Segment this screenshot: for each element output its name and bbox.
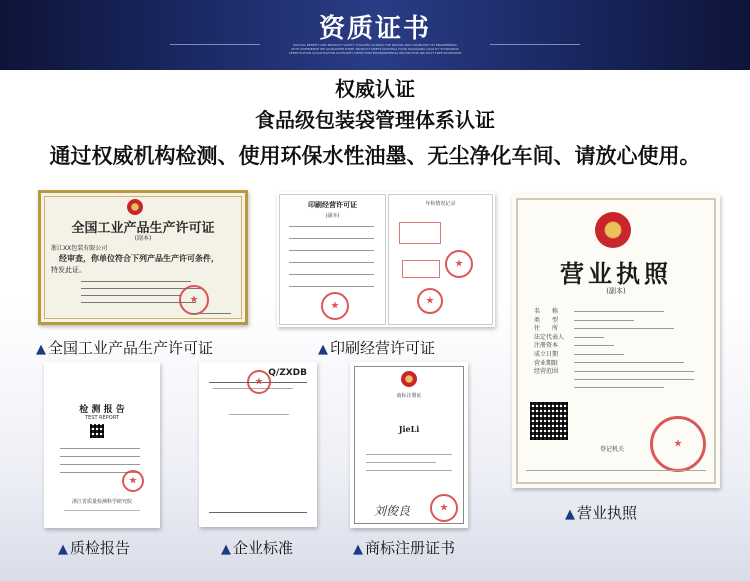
triangle-up-icon: ▲ bbox=[36, 342, 46, 357]
trademark-certificate-caption-text: 商标注册证书 bbox=[365, 539, 456, 557]
field-label: 住 所 bbox=[534, 325, 559, 333]
title-banner bbox=[0, 0, 750, 70]
red-seal-icon bbox=[430, 494, 458, 522]
printing-license-caption-text: 印刷经营许可证 bbox=[330, 339, 436, 357]
business-license-fields bbox=[534, 308, 564, 377]
inspection-report-sub: TEST REPORT bbox=[85, 415, 119, 421]
field-label: 类 型 bbox=[534, 316, 559, 324]
industrial-license-body: 经审查，你单位符合下列产品生产许可条件， bbox=[59, 254, 219, 263]
banner-subtext bbox=[0, 43, 750, 55]
trademark-mark: JieLi bbox=[398, 424, 420, 434]
enterprise-standard-caption bbox=[221, 537, 293, 558]
triangle-up-icon: ▲ bbox=[318, 342, 328, 357]
banner-subtext-line: WITH EXPERIENCE WE GUARANTEE EVERY PRODUCT MEETS NATIONAL FOOD PACKAGING QUALITY STANDARDS bbox=[291, 47, 459, 51]
industrial-license-issue: 特发此证。 bbox=[51, 266, 86, 274]
red-seal-icon bbox=[247, 370, 271, 394]
business-license-image bbox=[512, 194, 720, 488]
qr-code-icon bbox=[90, 424, 104, 438]
business-license-sub: (副本) bbox=[606, 287, 626, 295]
heading-authority: 权威认证 bbox=[335, 77, 415, 101]
industrial-license-company: 浙江XX包装有限公司 bbox=[51, 245, 108, 252]
inspection-report-caption bbox=[58, 537, 130, 558]
heading-description: 通过权威机构检测、使用环保水性油墨、无尘净化车间、请放心使用。 bbox=[49, 144, 701, 168]
trademark-certificate-title: 商标注册证 bbox=[396, 393, 422, 399]
inspection-report-title: 检 测 报 告 bbox=[79, 405, 125, 415]
industrial-license-sub: (副本) bbox=[134, 235, 152, 242]
red-seal-icon bbox=[179, 285, 209, 315]
printing-license-sub: (副本) bbox=[325, 213, 340, 219]
field-label: 成立日期 bbox=[534, 350, 559, 358]
red-seal-icon bbox=[122, 470, 144, 492]
printing-license-image bbox=[277, 192, 495, 327]
field-label: 注册资本 bbox=[534, 342, 559, 350]
national-emblem-icon bbox=[127, 199, 143, 215]
inspection-report-org: 浙江省质量检测科学研究院 bbox=[71, 499, 132, 505]
national-emblem-icon bbox=[401, 371, 417, 387]
enterprise-standard-image bbox=[199, 362, 317, 527]
business-license-title: 营业执照 bbox=[560, 260, 672, 288]
triangle-up-icon: ▲ bbox=[353, 542, 363, 557]
inspection-report-image bbox=[44, 362, 160, 528]
industrial-license-title: 全国工业产品生产许可证 bbox=[71, 221, 215, 236]
triangle-up-icon: ▲ bbox=[565, 507, 575, 522]
printing-license-right-title: 年检情况记录 bbox=[425, 201, 456, 207]
field-label: 名 称 bbox=[534, 308, 559, 315]
business-license-footer: 登记机关 bbox=[600, 446, 625, 453]
field-label: 法定代表人 bbox=[534, 333, 565, 341]
banner-title: 资质证书 bbox=[318, 14, 431, 44]
red-seal-icon bbox=[321, 292, 349, 320]
printing-license-title: 印刷经营许可证 bbox=[308, 201, 357, 209]
field-label: 经营范围 bbox=[534, 368, 559, 376]
banner-subtext-line: MUTUAL BENEFIT AND PRODUCT SAFETY TOUCHED ACROSS THE NATION AND COMMUNITY BY ENGINEERING bbox=[293, 43, 457, 47]
industrial-license-image bbox=[38, 190, 248, 325]
red-seal-icon bbox=[650, 416, 706, 472]
enterprise-standard-code: Q/ZXDB bbox=[268, 368, 307, 378]
red-seal-icon bbox=[445, 250, 473, 278]
qr-code-icon bbox=[530, 402, 568, 440]
red-seal-icon bbox=[417, 288, 443, 314]
trademark-signature: 刘俊良 bbox=[374, 504, 411, 518]
enterprise-standard-caption-text: 企业标准 bbox=[233, 539, 294, 557]
national-emblem-icon bbox=[595, 212, 631, 248]
banner-subtext-line: CERTIFICATION QUALIFICATION AUTHORITY DETECTION ENVIRONMENTAL PROTECTION INK DUST FREE WORKSHOP bbox=[288, 51, 462, 55]
inspection-report-caption-text: 质检报告 bbox=[70, 539, 131, 557]
industrial-license-caption bbox=[36, 337, 213, 358]
trademark-certificate-caption bbox=[353, 537, 455, 558]
trademark-certificate-image bbox=[350, 362, 468, 528]
business-license-caption bbox=[565, 502, 637, 523]
field-label: 营业期限 bbox=[534, 359, 559, 367]
heading-food-grade: 食品级包装袋管理体系认证 bbox=[255, 108, 495, 132]
printing-license-caption bbox=[318, 337, 435, 358]
business-license-caption-text: 营业执照 bbox=[577, 504, 638, 522]
industrial-license-caption-text: 全国工业产品生产许可证 bbox=[48, 339, 214, 357]
triangle-up-icon: ▲ bbox=[58, 542, 68, 557]
triangle-up-icon: ▲ bbox=[221, 542, 231, 557]
